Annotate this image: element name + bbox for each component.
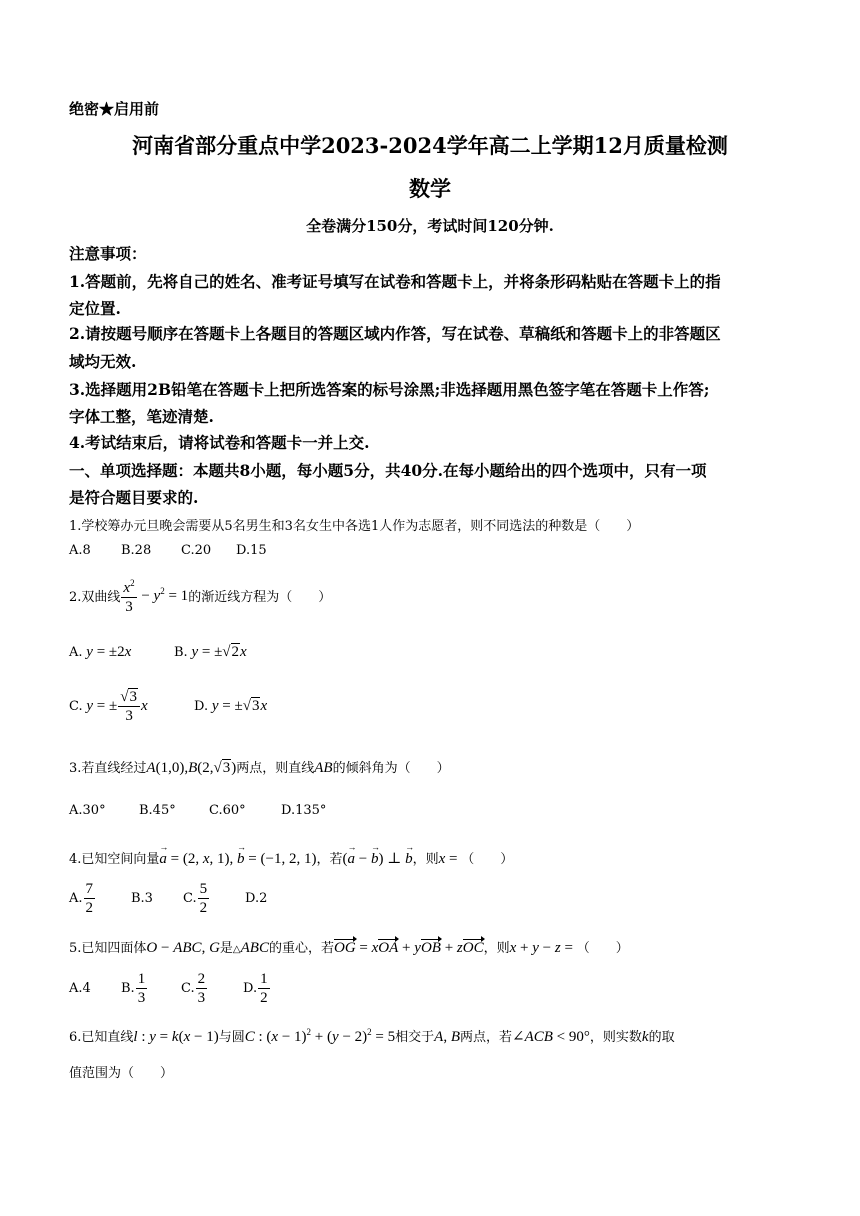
option-c: C.20: [181, 543, 212, 558]
option-b: B.3: [131, 891, 153, 906]
notice-item: 域均无效.: [69, 352, 137, 371]
option-a: A. y = ±2x: [69, 644, 132, 660]
notice-item: 3.选择题用2B铅笔在答题卡上把所选答案的标号涂黑;非选择题用黑色签字笔在答题卡上作答;: [69, 380, 710, 399]
question-3-stem: 3.若直线经过A(1,0),B(2,√3)两点，则直线AB的倾斜角为（ ）: [69, 760, 450, 776]
option-a: A. $\frac{7}{2}$: [69, 881, 94, 916]
question-3-options: [69, 803, 326, 818]
notice-item: 2.请按题号顺序在答题卡上各题目的答题区域内作答，写在试卷、草稿纸和答题卡上的非答题区: [69, 324, 721, 343]
question-1-options: [69, 543, 267, 558]
option-d: D. $\frac{1}{2}$: [243, 971, 268, 1006]
question-1-stem: 1.学校筹办元旦晚会需要从5名男生和3名女生中各选1人作为志愿者，则不同选法的种数是（ ）: [69, 519, 640, 534]
notice-item: 1.答题前，先将自己的姓名、准考证号填写在试卷和答题卡上，并将条形码粘贴在答题卡上的指: [69, 272, 721, 291]
option-b: B. y = ±√2x: [174, 644, 247, 660]
option-c: C. $\frac{5}{2}$: [183, 881, 208, 916]
section-heading: 一、单项选择题：本题共8小题，每小题5分，共40分.在每小题给出的四个选项中，只有一项: [69, 461, 707, 480]
question-6-stem: 6.已知直线l : y = k(x − 1)与圆C : $(x - 1)^2 + (y - 2)^2 = 5$相交于A, B两点，若∠ACB < 90°，则实数k的取: [69, 1027, 675, 1045]
exam-info: 全卷满分150分，考试时间120分钟.: [306, 217, 554, 235]
option-b: B.45°: [139, 803, 176, 818]
option-a: A.30°: [69, 803, 106, 818]
exam-title: 河南省部分重点中学2023-2024学年高二上学期12月质量检测: [132, 133, 728, 158]
question-4-options: [69, 880, 267, 917]
section-heading: 是符合题目要求的.: [69, 488, 199, 507]
option-b: B. $\frac{1}{3}$: [121, 971, 146, 1006]
option-c: C. y = ± $\frac{√3}{3}$ x: [69, 689, 148, 724]
option-c: C.60°: [209, 803, 246, 818]
option-a: A.4: [69, 981, 91, 996]
option-c: C. $\frac{2}{3}$: [181, 971, 206, 1006]
question-2-stem: 2.双曲线 $\frac{x^2}{3}$ − $y^2 = 1$ 的渐近线方程为（ ）: [69, 574, 331, 616]
question-2-options-ab: [69, 644, 247, 661]
notice-item: 4.考试结束后，请将试卷和答题卡一并上交.: [69, 433, 370, 452]
option-b: B.28: [121, 543, 152, 558]
option-d: D.2: [245, 891, 268, 906]
option-d: D.15: [236, 543, 267, 558]
confidential-mark: 绝密★启用前: [69, 100, 160, 118]
option-d: D.135°: [281, 803, 327, 818]
notice-item: 字体工整，笔迹清楚.: [69, 407, 214, 426]
question-2-options-cd: [69, 688, 267, 725]
question-6-stem-continued: 值范围为（ ）: [69, 1066, 174, 1081]
question-5-options: [69, 970, 271, 1007]
formula: $\frac{x^2}{3}$: [121, 574, 136, 616]
option-a: A.8: [69, 543, 91, 558]
notice-item: 定位置.: [69, 299, 121, 318]
question-4-stem: 4.已知空间向量→ a = (2, x, 1), → b = (−1, 2, 1)，若(→ a − → b) ⊥ → b，则x = （ ）: [69, 848, 513, 868]
question-5-stem: 5.已知四面体O − ABC, G是△ABC的重心，若OG = xOA + yOB + zOC，则x + y − z = （ ）: [69, 940, 629, 956]
subject-title: 数学: [409, 176, 451, 201]
option-d: D. y = ±√3x: [194, 698, 268, 714]
notice-heading: 注意事项：: [69, 244, 147, 263]
